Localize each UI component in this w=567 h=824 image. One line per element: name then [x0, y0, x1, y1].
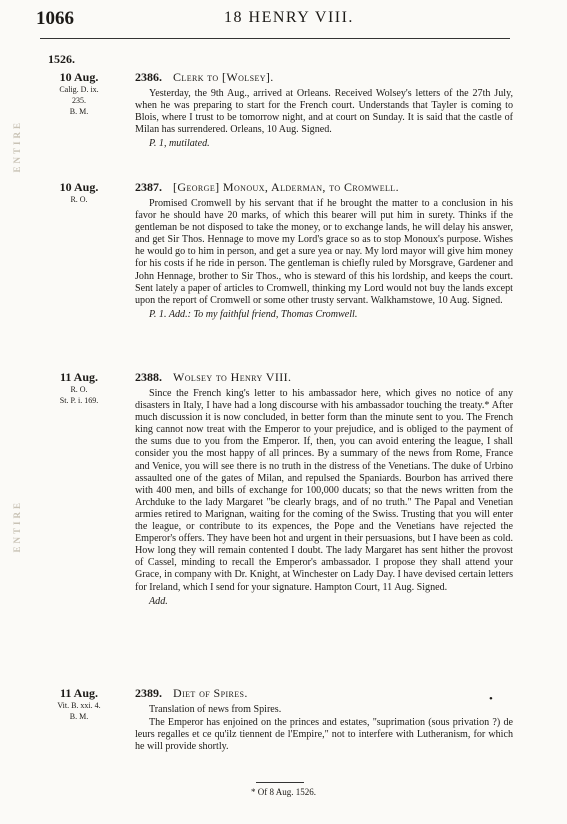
entry-margin [40, 180, 118, 205]
entry-date: 10 Aug. [59, 70, 99, 84]
entry-heading [135, 70, 513, 85]
entry-date: 10 Aug. [59, 180, 99, 194]
header-rule [40, 38, 510, 39]
entry-body [135, 686, 513, 753]
entry-margin [40, 70, 118, 117]
entry-heading [135, 370, 513, 385]
entry-note: Add. [149, 595, 168, 607]
entry-title: Clerk to [Wolsey]. [173, 70, 274, 84]
entry-text: Yesterday, the 9th Aug., arrived at Orleans. Received Wolsey's letters of the 27th July, when he was preparing to start for the French court. Understands that Tayler is coming to Blois, where I trust to be tomorrow night, and at court on Sunday. It is said that the castle of Milan has surrendered. Orleans, 10 Aug. Signed. [135, 88, 513, 136]
entry-text: The Emperor has enjoined on the princes and estates, "suprimation (sous privation ?) de leurs regalles et ce qu'ilz tiennent de l'Empire," not to interfere with Lutheranism, for which he will provide shortly. [135, 717, 513, 753]
entry-note: P. 1. Add.: To my faithful friend, Thomas Cromwell. [149, 308, 358, 320]
entry-ref: B. M. [69, 712, 89, 721]
entry-number: 2388. [135, 370, 162, 384]
entry-body [135, 370, 513, 608]
entry-number: 2389. [135, 686, 162, 700]
year-label: 1526. [48, 52, 75, 66]
entry-text: Since the French king's letter to his ambassador here, which gives no notice of any disasters in Italy, I have had a long discourse with his ambassador touching the treaty.* After much discussion it is now concluded, in better form than the minute sent to you. The French king cannot now treat with the Emperor to your prejudice, and is obliged to the payment of the sums due to you from the Emperor. If, then, you can avoid entering the league, I shall consider you the most happy of all princes. By a summary of the news from Rome, France and Venice, you will see there is no truth in the distress of the Venetians. The duke of Urbino assaulted one of the gates of Milan, and repulsed the Spaniards. Bourbon has arrived there with 400 men, and bills of exchange for 100,000 ducats; so that the news written from the Archduke to the lady Margaret "be clearly brags, and of no truth." The Papal and Venetian armies retired to Marignan, waiting for the coming of the Swiss. Trusting that you will enter the league, or contribute to its expences, the Pope and the Venetians have rejected the Emperor's offers. They have been hot and urgent in their persuasions, but I have been as cold. How long they will remain contented I doubt. The lady Margaret has sent hither the provost of Cassel, minding to recall the Emperor's ambassador. I propose they shall attend your Grace, in company with Dr. Knight, at Winchester on Lady Day. I have devised certain letters for Ireland, which I send for your signature. Hampton Court, 11 Aug. Signed. [135, 388, 513, 593]
entry-margin [40, 370, 118, 406]
entry-title: [George] Monoux, Alderman, to Cromwell. [173, 180, 399, 194]
watermark-stamp: ENTIRE [12, 500, 22, 553]
entry-ref: 235. [72, 96, 86, 105]
entry-title: Wolsey to Henry VIII. [173, 370, 292, 384]
entry-date: 11 Aug. [59, 370, 98, 384]
entry-heading [135, 686, 513, 701]
running-title: 18 HENRY VIII. [224, 9, 354, 26]
entry-ref: B. M. [69, 107, 89, 116]
entry-ref: Vit. B. xxi. 4. [57, 701, 101, 710]
entry-margin [40, 686, 118, 722]
entry-date: 11 Aug. [59, 686, 98, 700]
entry-number: 2386. [135, 70, 162, 84]
entry-ref: R. O. [70, 385, 88, 394]
page-header [36, 8, 542, 38]
footnote: * Of 8 Aug. 1526. [251, 787, 316, 797]
footnote-rule [256, 782, 304, 783]
entry-ref: St. P. i. 169. [59, 396, 99, 405]
entry-number: 2387. [135, 180, 162, 194]
entry-body [135, 70, 513, 151]
entry-title: Diet of Spires. [173, 686, 248, 700]
entry-text: Translation of news from Spires. [149, 704, 282, 715]
entry-ref: R. O. [70, 195, 88, 204]
entry-note: P. 1, mutilated. [149, 138, 210, 150]
margin-dot: • [489, 693, 493, 705]
entry-heading [135, 180, 513, 195]
entry-text: Promised Cromwell by his servant that if he brought the matter to a conclusion in his favor he should have 20 marks, of which this bearer will put him in surety. Thinks if the gentleman be not disposed to take the money, or to exchange lands, he will delay his answer, and get Sir Thos. Hennage to move my Lord's grace so as to stop Monoux's purpose. Wishes he would go to him in person, and get a sure yea or nay. My lord mayor will give him money for his costs if he ride in person. The gentleman is chiefly ruled by Morsgrave, Gardener and John Hennage, brother to Sir Thos., who is steward of this his lordship, and keeps the court. Sent lately a paper of articles to Cromwell, thinking my Lord would not buy the lands except upon the report of Cromwell or some other trusty servant. Walkhamstowe, 10 Aug. Signed. [135, 198, 513, 306]
entry-body [135, 180, 513, 321]
page-number: 1066 [36, 8, 74, 29]
watermark-stamp: ENTIRE [12, 120, 22, 173]
entry-ref: Calig. D. ix. [59, 85, 99, 94]
